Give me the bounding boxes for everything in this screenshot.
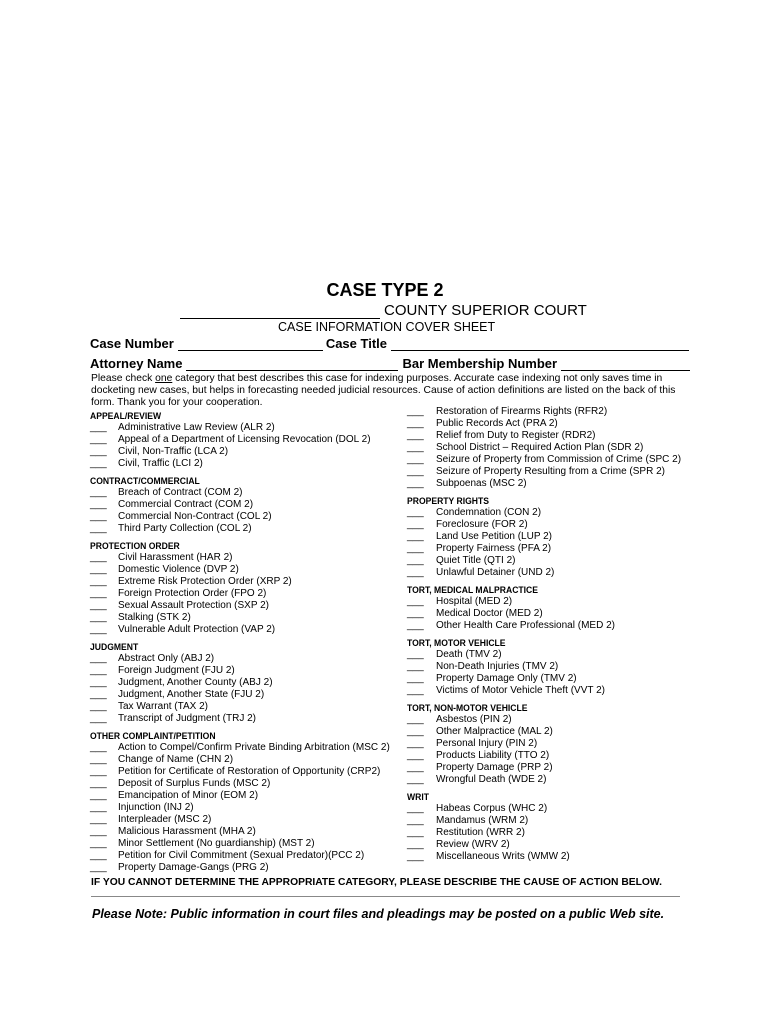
- category-checkbox[interactable]: ___: [407, 750, 424, 761]
- category-label: Appeal of a Department of Licensing Revocation (DOL 2): [118, 434, 371, 445]
- category-checkbox[interactable]: ___: [90, 434, 107, 445]
- category-checkbox[interactable]: ___: [407, 454, 424, 465]
- category-label: Emancipation of Minor (EOM 2): [118, 790, 259, 801]
- cause-instruction: IF YOU CANNOT DETERMINE THE APPROPRIATE CATEGORY, PLEASE DESCRIBE THE CAUSE OF ACTION BELOW.: [91, 877, 662, 888]
- category-checkbox[interactable]: ___: [407, 466, 424, 477]
- category-option: [407, 774, 707, 786]
- category-option: [90, 862, 410, 874]
- category-checkbox[interactable]: ___: [90, 701, 107, 712]
- category-checkbox[interactable]: ___: [407, 620, 424, 631]
- category-option: [90, 523, 410, 535]
- category-option: [90, 552, 410, 564]
- category-option: [407, 661, 707, 673]
- category-option: [407, 519, 707, 531]
- category-checkbox[interactable]: ___: [407, 608, 424, 619]
- category-label: Judgment, Another State (FJU 2): [118, 689, 265, 700]
- category-checkbox[interactable]: ___: [90, 754, 107, 765]
- category-label: Commercial Contract (COM 2): [118, 499, 254, 510]
- category-option: [90, 778, 410, 790]
- category-label: Transcript of Judgment (TRJ 2): [118, 713, 257, 724]
- category-checkbox[interactable]: ___: [407, 567, 424, 578]
- category-label: Domestic Violence (DVP 2): [118, 564, 239, 575]
- category-option: [90, 689, 410, 701]
- category-label: Abstract Only (ABJ 2): [118, 653, 215, 664]
- category-checkbox[interactable]: ___: [90, 458, 107, 469]
- category-label: Review (WRV 2): [436, 839, 510, 850]
- category-checkbox[interactable]: ___: [407, 531, 424, 542]
- section-heading-contract-commercial: CONTRACT/COMMERCIAL: [90, 475, 200, 487]
- category-option: [90, 434, 410, 446]
- category-option: [407, 442, 707, 454]
- category-label: Restitution (WRR 2): [436, 827, 525, 838]
- category-checkbox[interactable]: ___: [90, 689, 107, 700]
- category-option: [90, 754, 410, 766]
- category-label: Commercial Non-Contract (COL 2): [118, 511, 272, 522]
- category-checkbox[interactable]: ___: [90, 766, 107, 777]
- category-checkbox[interactable]: ___: [90, 576, 107, 587]
- category-checkbox[interactable]: ___: [407, 418, 424, 429]
- category-option: [407, 851, 707, 863]
- category-checkbox[interactable]: ___: [407, 803, 424, 814]
- attorney-row: [90, 356, 690, 371]
- category-label: Civil, Non-Traffic (LCA 2): [118, 446, 229, 457]
- section-heading-other-complaint-petition: OTHER COMPLAINT/PETITION: [90, 730, 216, 742]
- category-label: Land Use Petition (LUP 2): [436, 531, 552, 542]
- category-label: Foreign Judgment (FJU 2): [118, 665, 235, 676]
- category-label: Seizure of Property from Commission of Crime (SPC 2): [436, 454, 682, 465]
- category-label: Change of Name (CHN 2): [118, 754, 234, 765]
- category-label: Petition for Certificate of Restoration of Opportunity (CRP2): [118, 766, 381, 777]
- category-checkbox[interactable]: ___: [90, 778, 107, 789]
- category-option: [407, 803, 707, 815]
- attorney-name-label: Attorney Name: [90, 356, 183, 371]
- category-checkbox[interactable]: ___: [407, 555, 424, 566]
- category-option: [90, 701, 410, 713]
- left-category-column: [90, 410, 410, 874]
- form-title: CASE TYPE 2: [326, 280, 444, 300]
- case-number-row: [90, 336, 689, 351]
- category-checkbox[interactable]: ___: [90, 742, 107, 753]
- category-option: [90, 600, 410, 612]
- category-checkbox[interactable]: ___: [407, 430, 424, 441]
- category-option: [407, 839, 707, 851]
- category-checkbox[interactable]: ___: [90, 790, 107, 801]
- category-label: Tax Warrant (TAX 2): [118, 701, 209, 712]
- category-label: Vulnerable Adult Protection (VAP 2): [118, 624, 276, 635]
- category-checkbox[interactable]: ___: [407, 478, 424, 489]
- category-checkbox[interactable]: ___: [407, 762, 424, 773]
- case-title-label: Case Title: [325, 336, 387, 351]
- category-option: [90, 742, 410, 754]
- category-checkbox[interactable]: ___: [90, 552, 107, 563]
- category-label: Restoration of Firearms Rights (RFR2): [436, 406, 608, 417]
- category-label: Medical Doctor (MED 2): [436, 608, 543, 619]
- category-label: Stalking (STK 2): [118, 612, 191, 623]
- bar-number-label: Bar Membership Number: [402, 356, 558, 371]
- category-label: Interpleader (MSC 2): [118, 814, 212, 825]
- category-label: Public Records Act (PRA 2): [436, 418, 558, 429]
- category-label: Victims of Motor Vehicle Theft (VVT 2): [436, 685, 605, 696]
- category-option: [407, 454, 707, 466]
- category-option: [90, 612, 410, 624]
- category-checkbox[interactable]: ___: [407, 661, 424, 672]
- category-checkbox[interactable]: ___: [407, 519, 424, 530]
- category-label: Hospital (MED 2): [436, 596, 513, 607]
- category-label: Administrative Law Review (ALR 2): [118, 422, 275, 433]
- category-option: [407, 714, 707, 726]
- category-checkbox[interactable]: ___: [90, 588, 107, 599]
- category-option: [90, 814, 410, 826]
- section-heading-appeal-review: APPEAL/REVIEW: [90, 410, 162, 422]
- category-label: Third Party Collection (COL 2): [118, 523, 252, 534]
- category-option: [407, 596, 707, 608]
- category-option: [407, 543, 707, 555]
- category-checkbox[interactable]: ___: [407, 851, 424, 862]
- category-label: Civil, Traffic (LCI 2): [118, 458, 203, 469]
- instructions: Please check one category that best describes this case for indexing purposes. Accurate case indexing not only saves time in docketing new cases, but helps in forecasting needed judicial resources. Cause of action definitions are listed on the back of this form. Thank you for your cooperation.: [91, 373, 676, 408]
- category-label: Petition for Civil Commitment (Sexual Predator)(PCC 2): [118, 850, 365, 861]
- category-option: [407, 685, 707, 697]
- category-checkbox[interactable]: ___: [90, 838, 107, 849]
- category-label: Property Fairness (PFA 2): [436, 543, 552, 554]
- category-option: [407, 726, 707, 738]
- category-label: Property Damage Only (TMV 2): [436, 673, 577, 684]
- category-label: Deposit of Surplus Funds (MSC 2): [118, 778, 271, 789]
- category-option: [90, 422, 410, 434]
- category-option: [90, 850, 410, 862]
- category-option: [407, 649, 707, 661]
- category-label: Foreclosure (FOR 2): [436, 519, 528, 530]
- category-option: [90, 458, 410, 470]
- section-heading-judgment: JUDGMENT: [90, 641, 139, 653]
- case-number-field[interactable]: [178, 338, 323, 351]
- category-option: [90, 576, 410, 588]
- category-option: [90, 499, 410, 511]
- category-label: Action to Compel/Confirm Private Binding Arbitration (MSC 2): [118, 742, 390, 753]
- category-checkbox[interactable]: ___: [90, 612, 107, 623]
- category-option: [90, 826, 410, 838]
- category-label: Malicious Harassment (MHA 2): [118, 826, 256, 837]
- category-label: Wrongful Death (WDE 2): [436, 774, 547, 785]
- category-option: [90, 487, 410, 499]
- section-heading-protection-order: PROTECTION ORDER: [90, 540, 180, 552]
- category-label: Non-Death Injuries (TMV 2): [436, 661, 559, 672]
- category-label: Civil Harassment (HAR 2): [118, 552, 233, 563]
- category-checkbox[interactable]: ___: [90, 499, 107, 510]
- court-line: [180, 302, 587, 319]
- category-checkbox[interactable]: ___: [90, 862, 107, 873]
- category-option: [90, 665, 410, 677]
- category-checkbox[interactable]: ___: [90, 677, 107, 688]
- right-category-column: [407, 406, 707, 863]
- category-option: [90, 588, 410, 600]
- category-label: Minor Settlement (No guardianship) (MST 2): [118, 838, 315, 849]
- category-label: Products Liability (TTO 2): [436, 750, 550, 761]
- form-subtitle: CASE INFORMATION COVER SHEET: [278, 320, 496, 334]
- category-checkbox[interactable]: ___: [407, 774, 424, 785]
- category-option: [407, 738, 707, 750]
- category-option: [407, 418, 707, 430]
- category-label: Injunction (INJ 2): [118, 802, 194, 813]
- court-label: COUNTY SUPERIOR COURT: [384, 302, 587, 319]
- category-option: [407, 466, 707, 478]
- category-checkbox[interactable]: ___: [90, 564, 107, 575]
- category-label: Property Damage-Gangs (PRG 2): [118, 862, 269, 873]
- attorney-name-field[interactable]: [186, 358, 398, 371]
- category-label: Extreme Risk Protection Order (XRP 2): [118, 576, 292, 587]
- category-label: Relief from Duty to Register (RDR2): [436, 430, 596, 441]
- category-checkbox[interactable]: ___: [407, 685, 424, 696]
- category-checkbox[interactable]: ___: [407, 839, 424, 850]
- category-label: Condemnation (CON 2): [436, 507, 542, 518]
- category-label: Asbestos (PIN 2): [436, 714, 512, 725]
- category-label: Other Malpractice (MAL 2): [436, 726, 553, 737]
- category-checkbox[interactable]: ___: [90, 814, 107, 825]
- category-option: [407, 430, 707, 442]
- category-checkbox[interactable]: ___: [90, 511, 107, 522]
- category-option: [90, 511, 410, 523]
- category-option: [407, 478, 707, 490]
- category-checkbox[interactable]: ___: [90, 665, 107, 676]
- category-label: Personal Injury (PIN 2): [436, 738, 538, 749]
- category-option: [407, 815, 707, 827]
- category-checkbox[interactable]: ___: [90, 713, 107, 724]
- category-checkbox[interactable]: ___: [407, 815, 424, 826]
- category-checkbox[interactable]: ___: [90, 446, 107, 457]
- category-label: School District – Required Action Plan (SDR 2): [436, 442, 644, 453]
- section-heading-property-rights: PROPERTY RIGHTS: [407, 495, 489, 507]
- category-option: [407, 762, 707, 774]
- category-label: Judgment, Another County (ABJ 2): [118, 677, 273, 688]
- category-checkbox[interactable]: ___: [407, 827, 424, 838]
- category-checkbox[interactable]: ___: [90, 487, 107, 498]
- category-label: Breach of Contract (COM 2): [118, 487, 243, 498]
- category-checkbox[interactable]: ___: [90, 850, 107, 861]
- category-label: Quiet Title (QTI 2): [436, 555, 516, 566]
- public-info-note: Please Note: Public information in court files and pleadings may be posted on a public Web site.: [92, 907, 665, 921]
- category-option: [407, 673, 707, 685]
- category-checkbox[interactable]: ___: [90, 523, 107, 534]
- category-option: [407, 567, 707, 579]
- category-checkbox[interactable]: ___: [90, 653, 107, 664]
- category-label: Subpoenas (MSC 2): [436, 478, 527, 489]
- section-heading-tort-medical-malpractice: TORT, MEDICAL MALPRACTICE: [407, 584, 538, 596]
- category-label: Unlawful Detainer (UND 2): [436, 567, 555, 578]
- category-label: Miscellaneous Writs (WMW 2): [436, 851, 570, 862]
- category-checkbox[interactable]: ___: [407, 726, 424, 737]
- category-option: [407, 620, 707, 632]
- category-option: [90, 624, 410, 636]
- category-option: [407, 750, 707, 762]
- category-checkbox[interactable]: ___: [407, 543, 424, 554]
- category-option: [407, 608, 707, 620]
- category-label: Seizure of Property Resulting from a Crime (SPR 2): [436, 466, 665, 477]
- category-option: [90, 713, 410, 725]
- category-checkbox[interactable]: ___: [90, 422, 107, 433]
- category-checkbox[interactable]: ___: [407, 442, 424, 453]
- category-checkbox[interactable]: ___: [90, 826, 107, 837]
- category-label: Property Damage (PRP 2): [436, 762, 553, 773]
- category-checkbox[interactable]: ___: [90, 600, 107, 611]
- section-heading-tort-motor-vehicle: TORT, MOTOR VEHICLE: [407, 637, 506, 649]
- case-title-field[interactable]: [391, 338, 689, 351]
- category-option: [90, 653, 410, 665]
- category-checkbox[interactable]: ___: [407, 714, 424, 725]
- category-checkbox[interactable]: ___: [407, 507, 424, 518]
- category-option: [407, 827, 707, 839]
- category-checkbox[interactable]: ___: [407, 596, 424, 607]
- category-option: [407, 406, 707, 418]
- category-label: Foreign Protection Order (FPO 2): [118, 588, 267, 599]
- category-option: [407, 531, 707, 543]
- case-number-label: Case Number: [90, 336, 174, 351]
- category-checkbox[interactable]: ___: [407, 649, 424, 660]
- category-label: Death (TMV 2): [436, 649, 502, 660]
- category-checkbox[interactable]: ___: [90, 802, 107, 813]
- category-option: [90, 790, 410, 802]
- category-label: Habeas Corpus (WHC 2): [436, 803, 548, 814]
- category-option: [407, 507, 707, 519]
- county-field[interactable]: [180, 304, 380, 319]
- category-option: [90, 564, 410, 576]
- category-option: [90, 446, 410, 458]
- instructions-emphasis: one: [155, 373, 173, 384]
- section-heading-writ: WRIT: [407, 791, 429, 803]
- category-checkbox[interactable]: ___: [90, 624, 107, 635]
- category-option: [90, 677, 410, 689]
- category-option: [407, 555, 707, 567]
- category-checkbox[interactable]: ___: [407, 673, 424, 684]
- cause-description-line[interactable]: [91, 896, 680, 897]
- category-option: [90, 838, 410, 850]
- category-checkbox[interactable]: ___: [407, 738, 424, 749]
- section-heading-tort-non-motor-vehicle: TORT, NON-MOTOR VEHICLE: [407, 702, 528, 714]
- bar-number-field[interactable]: [561, 358, 690, 371]
- category-label: Sexual Assault Protection (SXP 2): [118, 600, 270, 611]
- category-option: [90, 802, 410, 814]
- category-option: [90, 766, 410, 778]
- category-checkbox[interactable]: ___: [407, 406, 424, 417]
- category-label: Mandamus (WRM 2): [436, 815, 529, 826]
- category-label: Other Health Care Professional (MED 2): [436, 620, 615, 631]
